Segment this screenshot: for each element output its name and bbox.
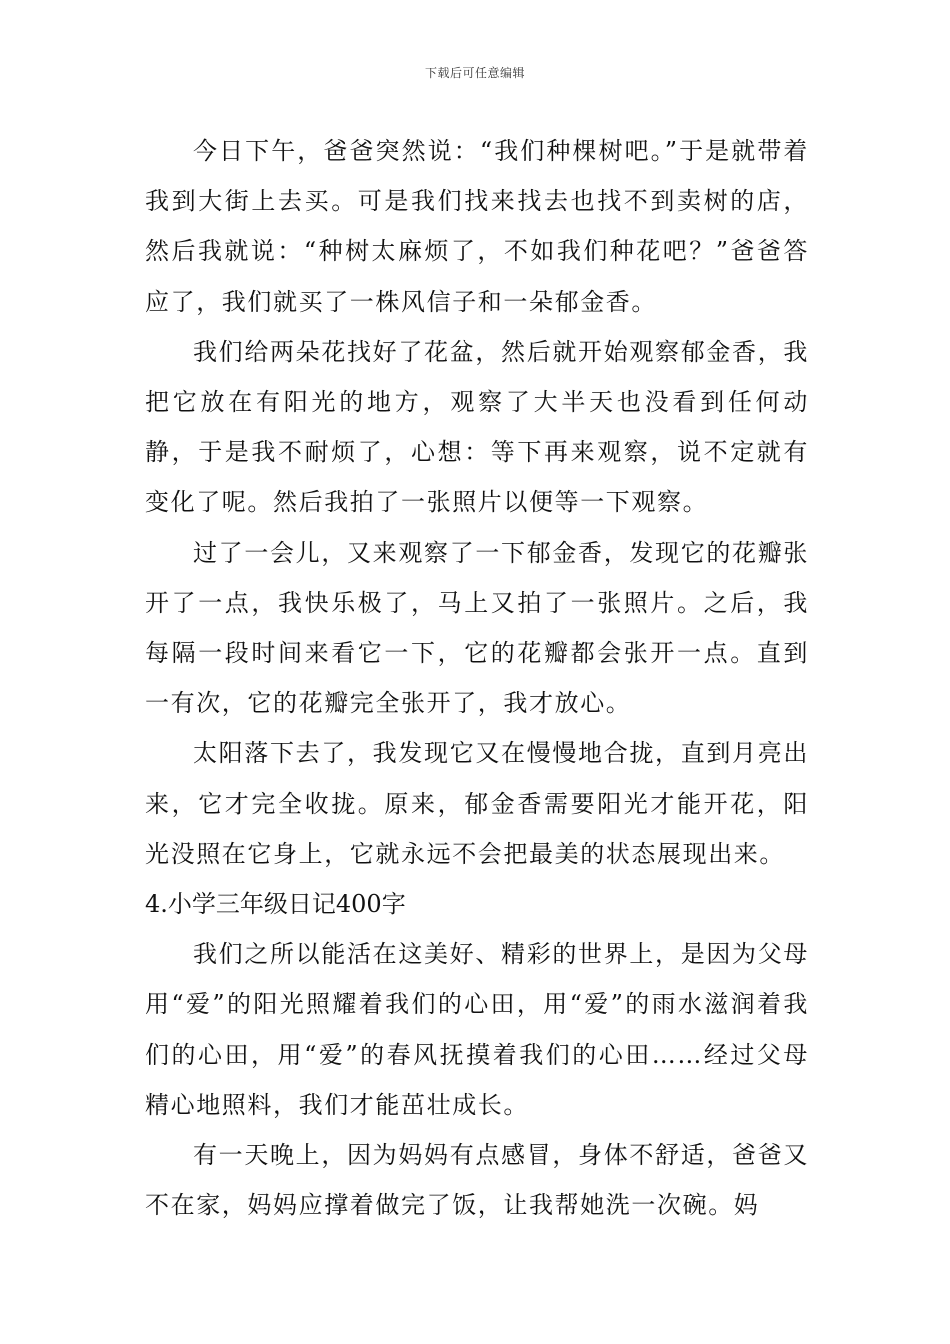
paragraph: 太阳落下去了，我发现它又在慢慢地合拢，直到月亮出来，它才完全收拢。原来，郁金香需要阳光才能开花，阳光没照在它身上，它就永远不会把最美的状态展现出来。 — [145, 739, 809, 868]
paragraph: 有一天晚上，因为妈妈有点感冒，身体不舒适，爸爸又不在家，妈妈应撑着做完了饭，让我帮她洗一次碗。妈 — [145, 1141, 809, 1220]
paragraph: 我们之所以能活在这美好、精彩的世界上，是因为父母用“爱”的阳光照耀着我们的心田，用“爱”的雨水滋润着我们的心田，用“爱”的春风抚摸着我们的心田……经过父母精心地照料，我们才能茁壮成长。 — [145, 940, 809, 1119]
document-body — [145, 126, 809, 1230]
paragraph: 我们给两朵花找好了花盆，然后就开始观察郁金香，我把它放在有阳光的地方，观察了大半天也没看到任何动静，于是我不耐烦了，心想：等下再来观察，说不定就有变化了呢。然后我拍了一张照片以便等一下观察。 — [145, 337, 809, 517]
page-header: 下载后可任意编辑 — [424, 66, 525, 80]
paragraph: 今日下午，爸爸突然说：“我们种棵树吧。”于是就带着我到大街上去买。可是我们找来找去也找不到卖树的店，然后我就说：“种树太麻烦了，不如我们种花吧？”爸爸答应了，我们就买了一株风信子和一朵郁金香。 — [145, 137, 809, 316]
paragraph: 过了一会儿，又来观察了一下郁金香，发现它的花瓣张开了一点，我快乐极了，马上又拍了一张照片。之后，我每隔一段时间来看它一下，它的花瓣都会张开一点。直到一有次，它的花瓣完全张开了，我才放心。 — [145, 538, 809, 718]
section-heading: 4.小学三年级日记400字 — [145, 890, 406, 919]
